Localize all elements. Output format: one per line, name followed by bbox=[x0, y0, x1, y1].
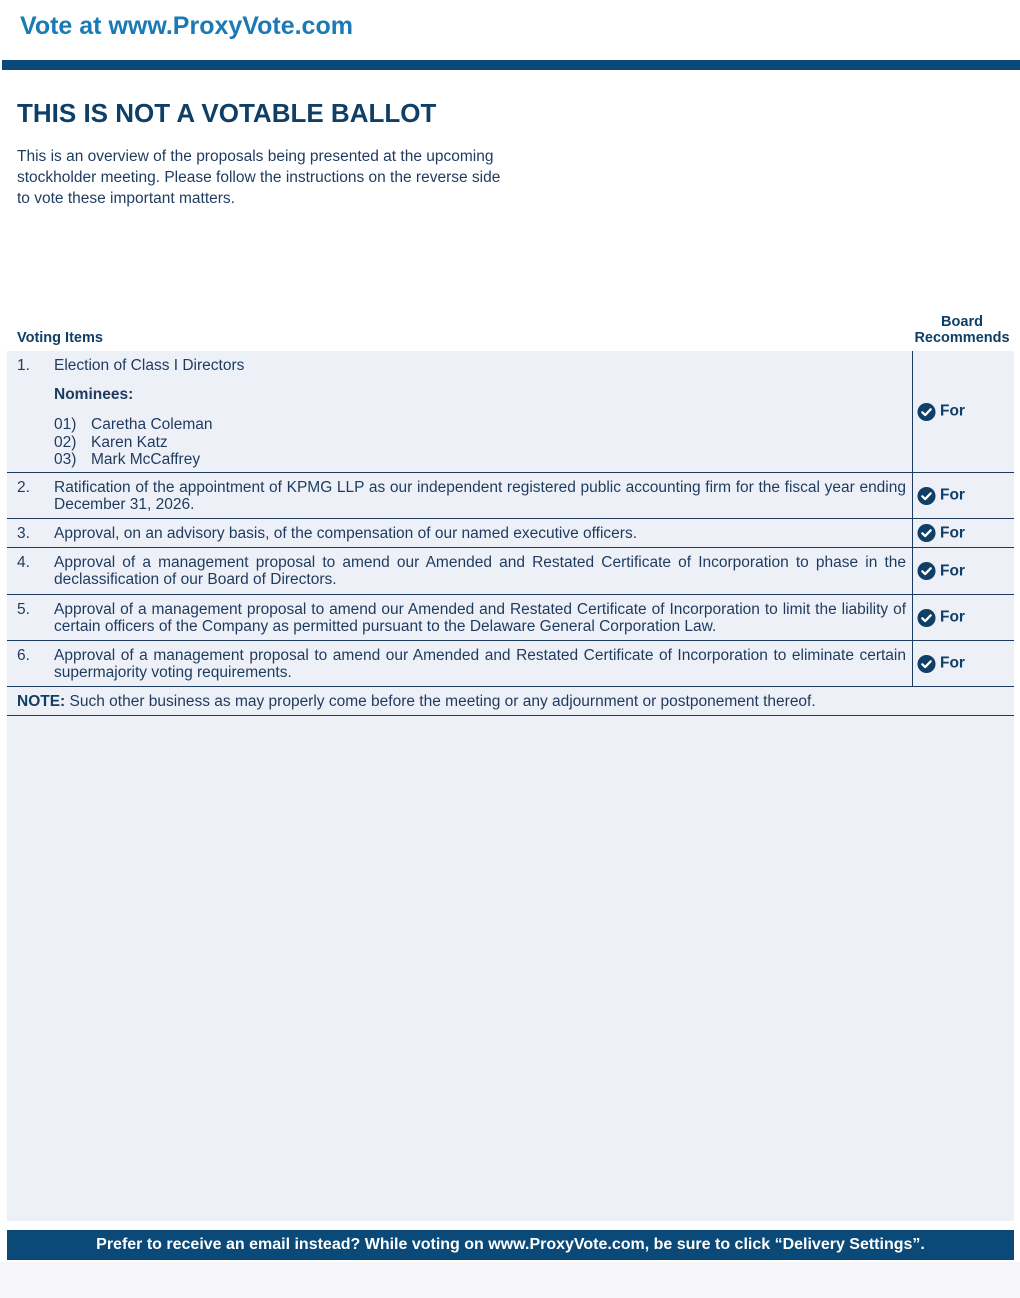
delivery-settings-banner: Prefer to receive an email instead? While voting on www.ProxyVote.com, be sure to click “Delivery Settings”. bbox=[7, 1230, 1014, 1260]
voting-item-6 bbox=[7, 641, 1014, 687]
item-text: Approval of a management proposal to amend our Amended and Restated Certificate of Incorporation to phase in the declassification of our Board of Directors. bbox=[54, 554, 906, 588]
voting-item-2 bbox=[7, 473, 1014, 519]
nominee-3 bbox=[54, 451, 200, 468]
item-number: 3. bbox=[17, 525, 30, 542]
check-circle-icon bbox=[917, 608, 936, 627]
vote-at-link[interactable]: Vote at www.ProxyVote.com bbox=[20, 12, 353, 40]
recommendation-label: For bbox=[940, 562, 965, 579]
nominee-code: 03) bbox=[54, 451, 77, 468]
column-header-board-line2: Recommends bbox=[914, 330, 1010, 346]
voting-item-3 bbox=[7, 519, 1014, 548]
nominee-code: 01) bbox=[54, 416, 77, 433]
item-number: 5. bbox=[17, 601, 30, 618]
recommendation-label: For bbox=[940, 608, 965, 626]
item-number: 2. bbox=[17, 479, 30, 496]
voting-item-5 bbox=[7, 595, 1014, 641]
recommendation-label: For bbox=[940, 486, 965, 504]
recommendation-label: For bbox=[940, 654, 965, 672]
note-label: NOTE: bbox=[17, 693, 66, 710]
nominees-label: Nominees: bbox=[54, 386, 134, 403]
recommendation-label: For bbox=[940, 524, 965, 541]
item-number: 4. bbox=[17, 554, 30, 571]
item-text: Approval of a management proposal to amend our Amended and Restated Certificate of Incorporation to limit the liability of certain officers of the Company as permitted pursuant to the Delaware General Corporation Law. bbox=[54, 601, 906, 635]
item-number: 6. bbox=[17, 647, 30, 664]
page-bottom-margin bbox=[0, 1262, 1020, 1298]
note-text: Such other business as may properly come before the meeting or any adjournment or postponement thereof. bbox=[65, 693, 816, 710]
board-recommendation bbox=[912, 595, 1014, 640]
check-circle-icon bbox=[917, 654, 936, 673]
nominee-name: Mark McCaffrey bbox=[91, 451, 201, 468]
check-circle-icon bbox=[917, 402, 936, 421]
board-recommendation bbox=[912, 548, 1014, 594]
nominee-1 bbox=[54, 416, 212, 433]
nominee-code: 02) bbox=[54, 434, 77, 451]
board-recommendation bbox=[912, 473, 1014, 518]
nominee-name: Karen Katz bbox=[91, 434, 168, 451]
column-header-voting-items: Voting Items bbox=[17, 330, 103, 346]
page-title: THIS IS NOT A VOTABLE BALLOT bbox=[17, 98, 437, 128]
check-circle-icon bbox=[917, 562, 936, 581]
column-header-board-line1: Board bbox=[941, 314, 983, 330]
board-recommendation bbox=[912, 519, 1014, 547]
item-text: Ratification of the appointment of KPMG LLP as our independent registered public accounting firm for the fiscal year ending December 31, 2026. bbox=[54, 479, 906, 513]
recommendation-label: For bbox=[940, 402, 965, 420]
check-circle-icon bbox=[917, 486, 936, 505]
nominee-name: Caretha Coleman bbox=[91, 416, 213, 433]
check-circle-icon bbox=[917, 524, 936, 543]
board-recommendation bbox=[912, 351, 1014, 472]
item-text: Election of Class I Directors bbox=[54, 357, 245, 374]
item-text: Approval, on an advisory basis, of the compensation of our named executive officers. bbox=[54, 525, 638, 542]
note-row bbox=[7, 687, 1014, 716]
nominee-2 bbox=[54, 434, 168, 451]
voting-item-1 bbox=[7, 351, 1014, 473]
intro-paragraph: This is an overview of the proposals being presented at the upcoming stockholder meeting. Please follow the instructions on the reverse side to vote these important matters. bbox=[17, 148, 501, 207]
column-header-board-recommends bbox=[912, 314, 1012, 346]
item-text: Approval of a management proposal to amend our Amended and Restated Certificate of Incorporation to eliminate certain supermajority voting requirements. bbox=[54, 647, 906, 681]
top-bar bbox=[0, 0, 1020, 60]
board-recommendation bbox=[912, 641, 1014, 686]
item-number: 1. bbox=[17, 357, 30, 374]
voting-item-4 bbox=[7, 548, 1014, 595]
header-rule bbox=[2, 60, 1020, 70]
